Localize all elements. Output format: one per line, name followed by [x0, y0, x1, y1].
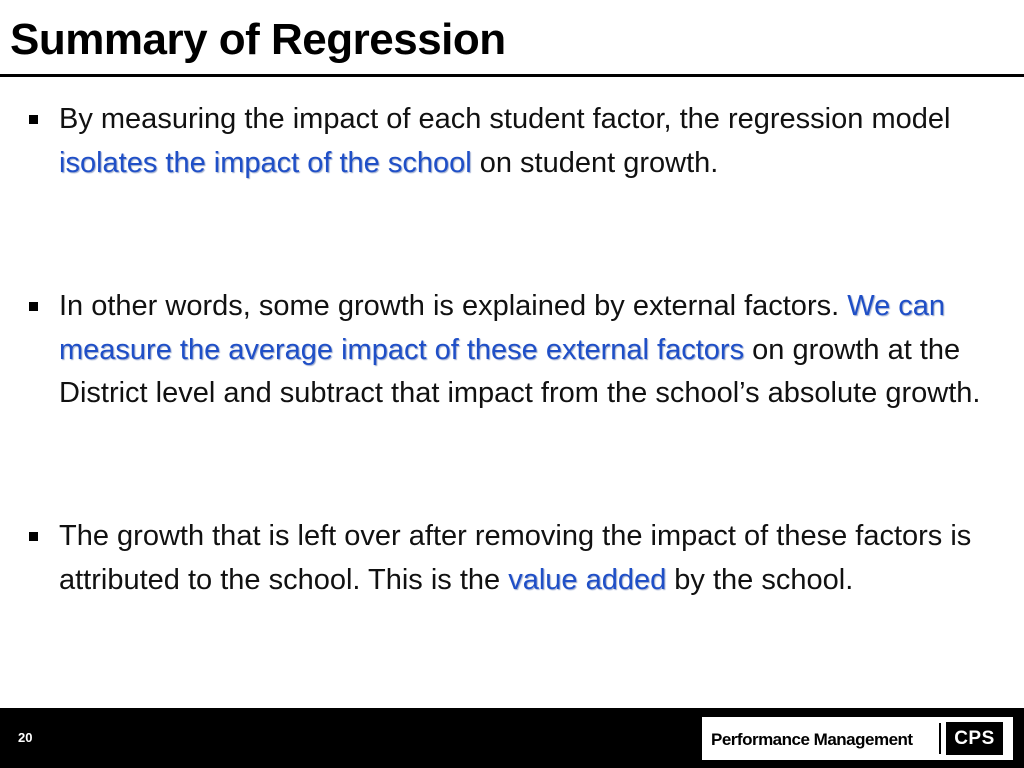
- square-bullet-icon: [29, 302, 38, 311]
- bullet-text-segment: In other words, some growth is explained by external factors.: [59, 290, 848, 322]
- square-bullet-icon: [29, 532, 38, 541]
- cps-logo: CPS: [946, 722, 1003, 755]
- bullet-text-segment: by the school.: [666, 563, 854, 596]
- page-number: 20: [18, 730, 33, 745]
- square-bullet-icon: [29, 115, 38, 124]
- highlighted-phrase: We can measure the average impact of these external factors: [59, 290, 946, 366]
- brand-logo: [700, 715, 1015, 762]
- bullet-text: [59, 515, 1004, 602]
- bullet-text: [59, 285, 1004, 416]
- brand-divider: [939, 723, 941, 754]
- slide-title: Summary of Regression: [10, 15, 506, 64]
- bullet-text-segment: By measuring the impact of each student factor, the regression model: [59, 103, 951, 135]
- bullet-text-segment: on growth at the District level and subtract that impact from the school’s absolute growth.: [59, 333, 981, 409]
- bullet-text-segment: on student growth.: [471, 146, 719, 179]
- highlighted-phrase: isolates the impact of the school: [59, 146, 472, 179]
- brand-label: Performance Management: [711, 730, 913, 749]
- bullet-text: [59, 98, 1004, 185]
- bullet-text-segment: The growth that is left over after removing the impact of these factors is attributed to the school. This is the: [59, 520, 972, 596]
- highlighted-phrase: value added: [508, 563, 667, 596]
- title-divider: [0, 74, 1024, 77]
- footer-bar: [0, 708, 1024, 768]
